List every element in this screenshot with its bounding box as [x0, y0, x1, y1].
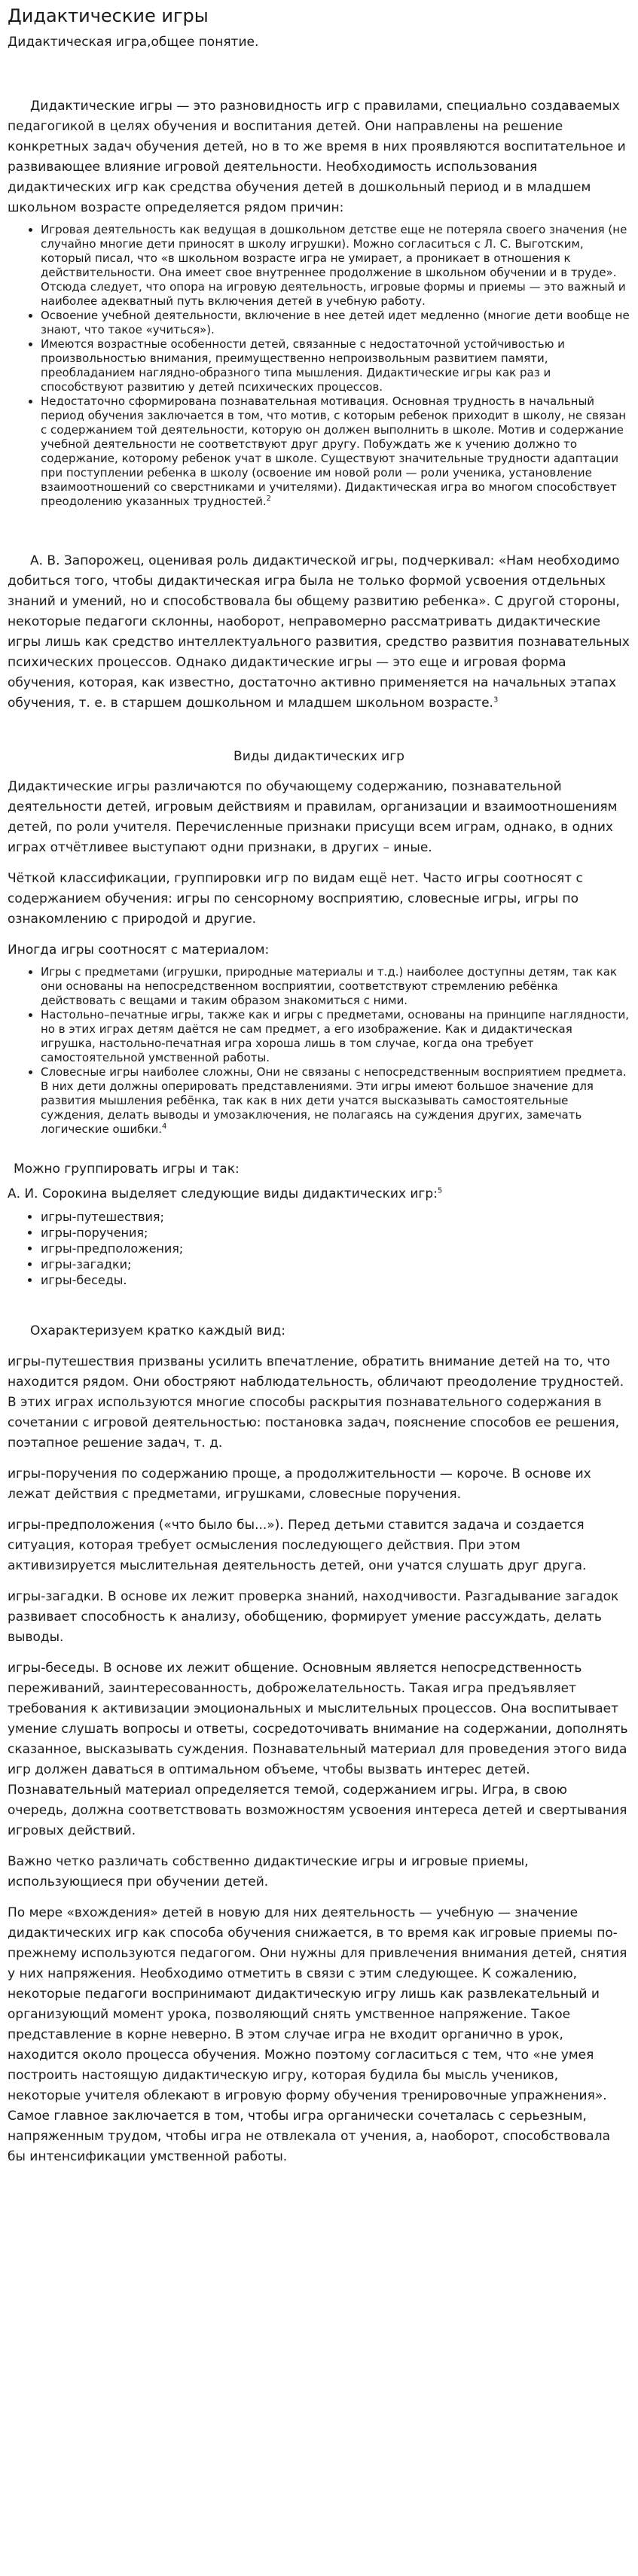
footnote-ref: 2 [266, 495, 272, 503]
reason-item: • Освоение учебной деятельности, включение в нее детей идет медленно (многие дети вообще не знают, что такое «учиться»). [41, 309, 630, 337]
final-paragraph: По мере «вхождения» детей в новую для них деятельность — учебную — значение дидактических игр как способа обучения снижается, в то время как игровые приемы по-прежнему используются педагогом. Они нужны для привлечения внимания детей, снятия у них напряжения. Необходимо отметить в связи с этим следующее. К сожалению, некоторые педагоги воспринимают дидактическую игру лишь как развлекательный и организующий момент урока, позволяющий снять умственное напряжение. Такое представление в корне неверно. В этом случае игра не входит органично в урок, находится около процесса обучения. Можно поэтому согласиться с тем, что «не умея построить настоящую дидактическую игру, которая будила бы мысль учеников, некоторые учителя облекают в игровую форму обучения тренировочные упражнения». Самое главное заключается в том, чтобы игра органически сочеталась с серьезным, напряженным трудом, чтобы игра не отвлекала от учения, а, наоборот, способствовала бы интенсификации умственной работы. [8, 1905, 627, 2164]
zaporozhets-paragraph: А. В. Запорожец, оценивая роль дидактической игры, подчеркивал: «Нам необходимо добиться того, чтобы дидактическая игра была не только формой усвоения отдельных знаний и умений, но и способствовала бы общему развитию ребенка». С другой стороны, некоторые педагоги склонны, наоборот, неправомерно рассматривать дидактические игры лишь как средство интеллектуального развития, средство развития познавательных психических процессов. Однако дидактические игры — это еще и игровая форма обучения, которая, как известно, достаточно активно применяется на начальных этапах обучения, т. е. в старшем дошкольном и младшем школьном возрасте.$^3$ [8, 553, 630, 711]
page-title: Дидактические игры [8, 5, 209, 26]
reason-item: • Имеются возрастные особенности детей, связанные с недостаточной устойчивостью и произвольностью внимания, преимущественно непроизвольным развитием памяти, преобладанием наглядно-образного типа мышления. Дидактические игры как раз и способствуют развитию у детей психических процессов. [41, 337, 630, 394]
game-type-item: • игры-беседы. [41, 1272, 630, 1288]
description-assignment: игры-поручения по содержанию проще, а продолжительности — короче. В основе их лежат действия с предметами, игрушками, словесные поручения. [8, 1466, 591, 1502]
sorokina-paragraph: А. И. Сорокина выделяет следующие виды дидактических игр:$^5$ [8, 1186, 443, 1201]
types-paragraph-2: Чёткой классификации, группировки игр по видам ещё нет. Часто игры соотносят с содержанием обучения: игры по сенсорному восприятию, словесные игры, игры по ознакомлению с природой и другие. [8, 871, 583, 927]
reason-item: • Недостаточно сформирована познавательная мотивация. Основная трудность в начальный период обучения заключается в том, что мотив, с которым ребенок приходит в школу, не связан с содержанием той деятельности, которую он должен выполнить в школе. Мотив и содержание учебной деятельности не соответствуют друг другу. Побуждать же к учению должно то содержание, которому ребенок учат в школе. Существуют значительные трудности адаптации при поступлении ребенка в школу (освоение им новой роли — роли ученика, установление взаимоотношений со сверстниками и учителями). Дидактическая игра во многом способствует преодолению указанных трудностей.$^2$ [41, 394, 630, 509]
description-riddle: игры-загадки. В основе их лежит проверка знаний, находчивости. Разгадывание загадок развивает способность к анализу, обобщению, формирует умение рассуждать, делать выводы. [8, 1589, 619, 1645]
distinguish-paragraph: Важно четко различать собственно дидактические игры и игровые приемы, использующиеся при обучении детей. [8, 1854, 529, 1889]
material-item: • Настольно–печатные игры, также как и игры с предметами, основаны на принципе наглядности, но в этих играх детям даётся не сам предмет, а его изображение. Как и дидактическая игрушка, настольно-печатная игра хороша лишь в том случае, когда она требует самостоятельной умственной работы. [41, 1008, 630, 1065]
types-paragraph-1: Дидактические игры различаются по обучающему содержанию, познавательной деятельности детей, игровым действиям и правилам, организации и взаимоотношениям детей, по роли учителя. Перечисленные признаки присущи всем играм, однако, в одних играх отчётливее выступают одни признаки, в других – иные. [8, 779, 618, 855]
reason-item: • Игровая деятельность как ведущая в дошкольном детстве еще не потеряла своего значения (не случайно многие дети приносят в школу игрушки). Можно согласиться с Л. С. Выготским, который писал, что «в школьном возрасте игра не умирает, а проникает в отношения к действительности. Она имеет свое внутреннее продолжение в школьном обучении и в труде». Отсюда следует, что опора на игровую деятельность, игровые формы и приемы — это важный и наиболее адекватный путь включения детей в учебную работу. [41, 223, 630, 309]
game-type-item: • игры-путешествия; [41, 1209, 630, 1225]
footnote-ref: 4 [162, 1122, 167, 1131]
reasons-list [8, 223, 630, 509]
footnote-ref: 3 [493, 696, 499, 705]
footnote-ref: 5 [437, 1186, 443, 1195]
page-subtitle: Дидактическая игра,общее понятие. [8, 35, 259, 50]
material-item: • Игры с предметами (игрушки, природные материалы и т.д.) наиболее доступны детям, так как они основаны на непосредственном восприятии, соответствуют стремлению ребёнка действовать с вещами и таким образом знакомиться с ними. [41, 965, 630, 1008]
description-conversation: игры-беседы. В основе их лежит общение. Основным является непосредственность переживаний, заинтересованность, доброжелательность. Такая игра предъявляет требования к активизации эмоциональных и мыслительных процессов. Она воспитывает умение слушать вопросы и ответы, сосредоточивать внимание на содержании, дополнять сказанное, высказывать суждения. Познавательный материал для проведения этого вида игр должен даваться в оптимальном объеме, чтобы вызвать интерес детей. Познавательный материал определяется темой, содержанием игры. Игра, в свою очередь, должна соответствовать возможностям усвоения интереса детей и свертывания игровых действий. [8, 1661, 628, 1838]
game-type-item: • игры-загадки; [41, 1256, 630, 1272]
group-heading: Можно группировать игры и так: [14, 1162, 240, 1177]
description-travel: игры-путешествия призваны усилить впечатление, обратить внимание детей на то, что находится рядом. Они обостряют наблюдательность, обличают преодоление трудностей. В этих играх используются многие способы раскрытия познавательного содержания в сочетании с игровой деятельностью: постановка задач, пояснение способов ее решения, поэтапное решение задач, т. д. [8, 1354, 624, 1451]
description-assumption: игры-предположения («что было бы...»). Перед детьми ставится задача и создается ситуация, которая требует осмысления последующего действия. При этом активизируется мыслительная деятельность детей, они учатся слушать друг друга. [8, 1518, 587, 1573]
section-heading-types: Виды дидактических игр [234, 749, 404, 764]
material-list [8, 965, 630, 1137]
material-item: • Словесные игры наиболее сложны, Они не связаны с непосредственным восприятием предмета. В них дети должны оперировать представлениями. Эти игры имеют большое значение для развития мышления ребёнка, так как в них дети учатся высказывать самостоятельные суждения, делать выводы и умозаключения, не полагаясь на суждения других, замечать логические ошибки.$^4$ [41, 1065, 630, 1137]
game-types-list [8, 1209, 630, 1288]
intro-paragraph: Дидактические игры — это разновидность игр с правилами, специально создаваемых педагогикой в целях обучения и воспитания детей. Они направлены на решение конкретных задач обучения детей, но в то же время в них проявляются воспитательное и развивающее влияние игровой деятельности. Необходимость использования дидактических игр как средства обучения детей в дошкольный период и в младшем школьном возрасте определяется рядом причин: [8, 99, 626, 215]
characterize-paragraph: Охарактеризуем кратко каждый вид: [30, 1323, 285, 1338]
game-type-item: • игры-предположения; [41, 1241, 630, 1256]
game-type-item: • игры-поручения; [41, 1225, 630, 1241]
material-heading: Иногда игры соотносят с материалом: [8, 942, 270, 958]
